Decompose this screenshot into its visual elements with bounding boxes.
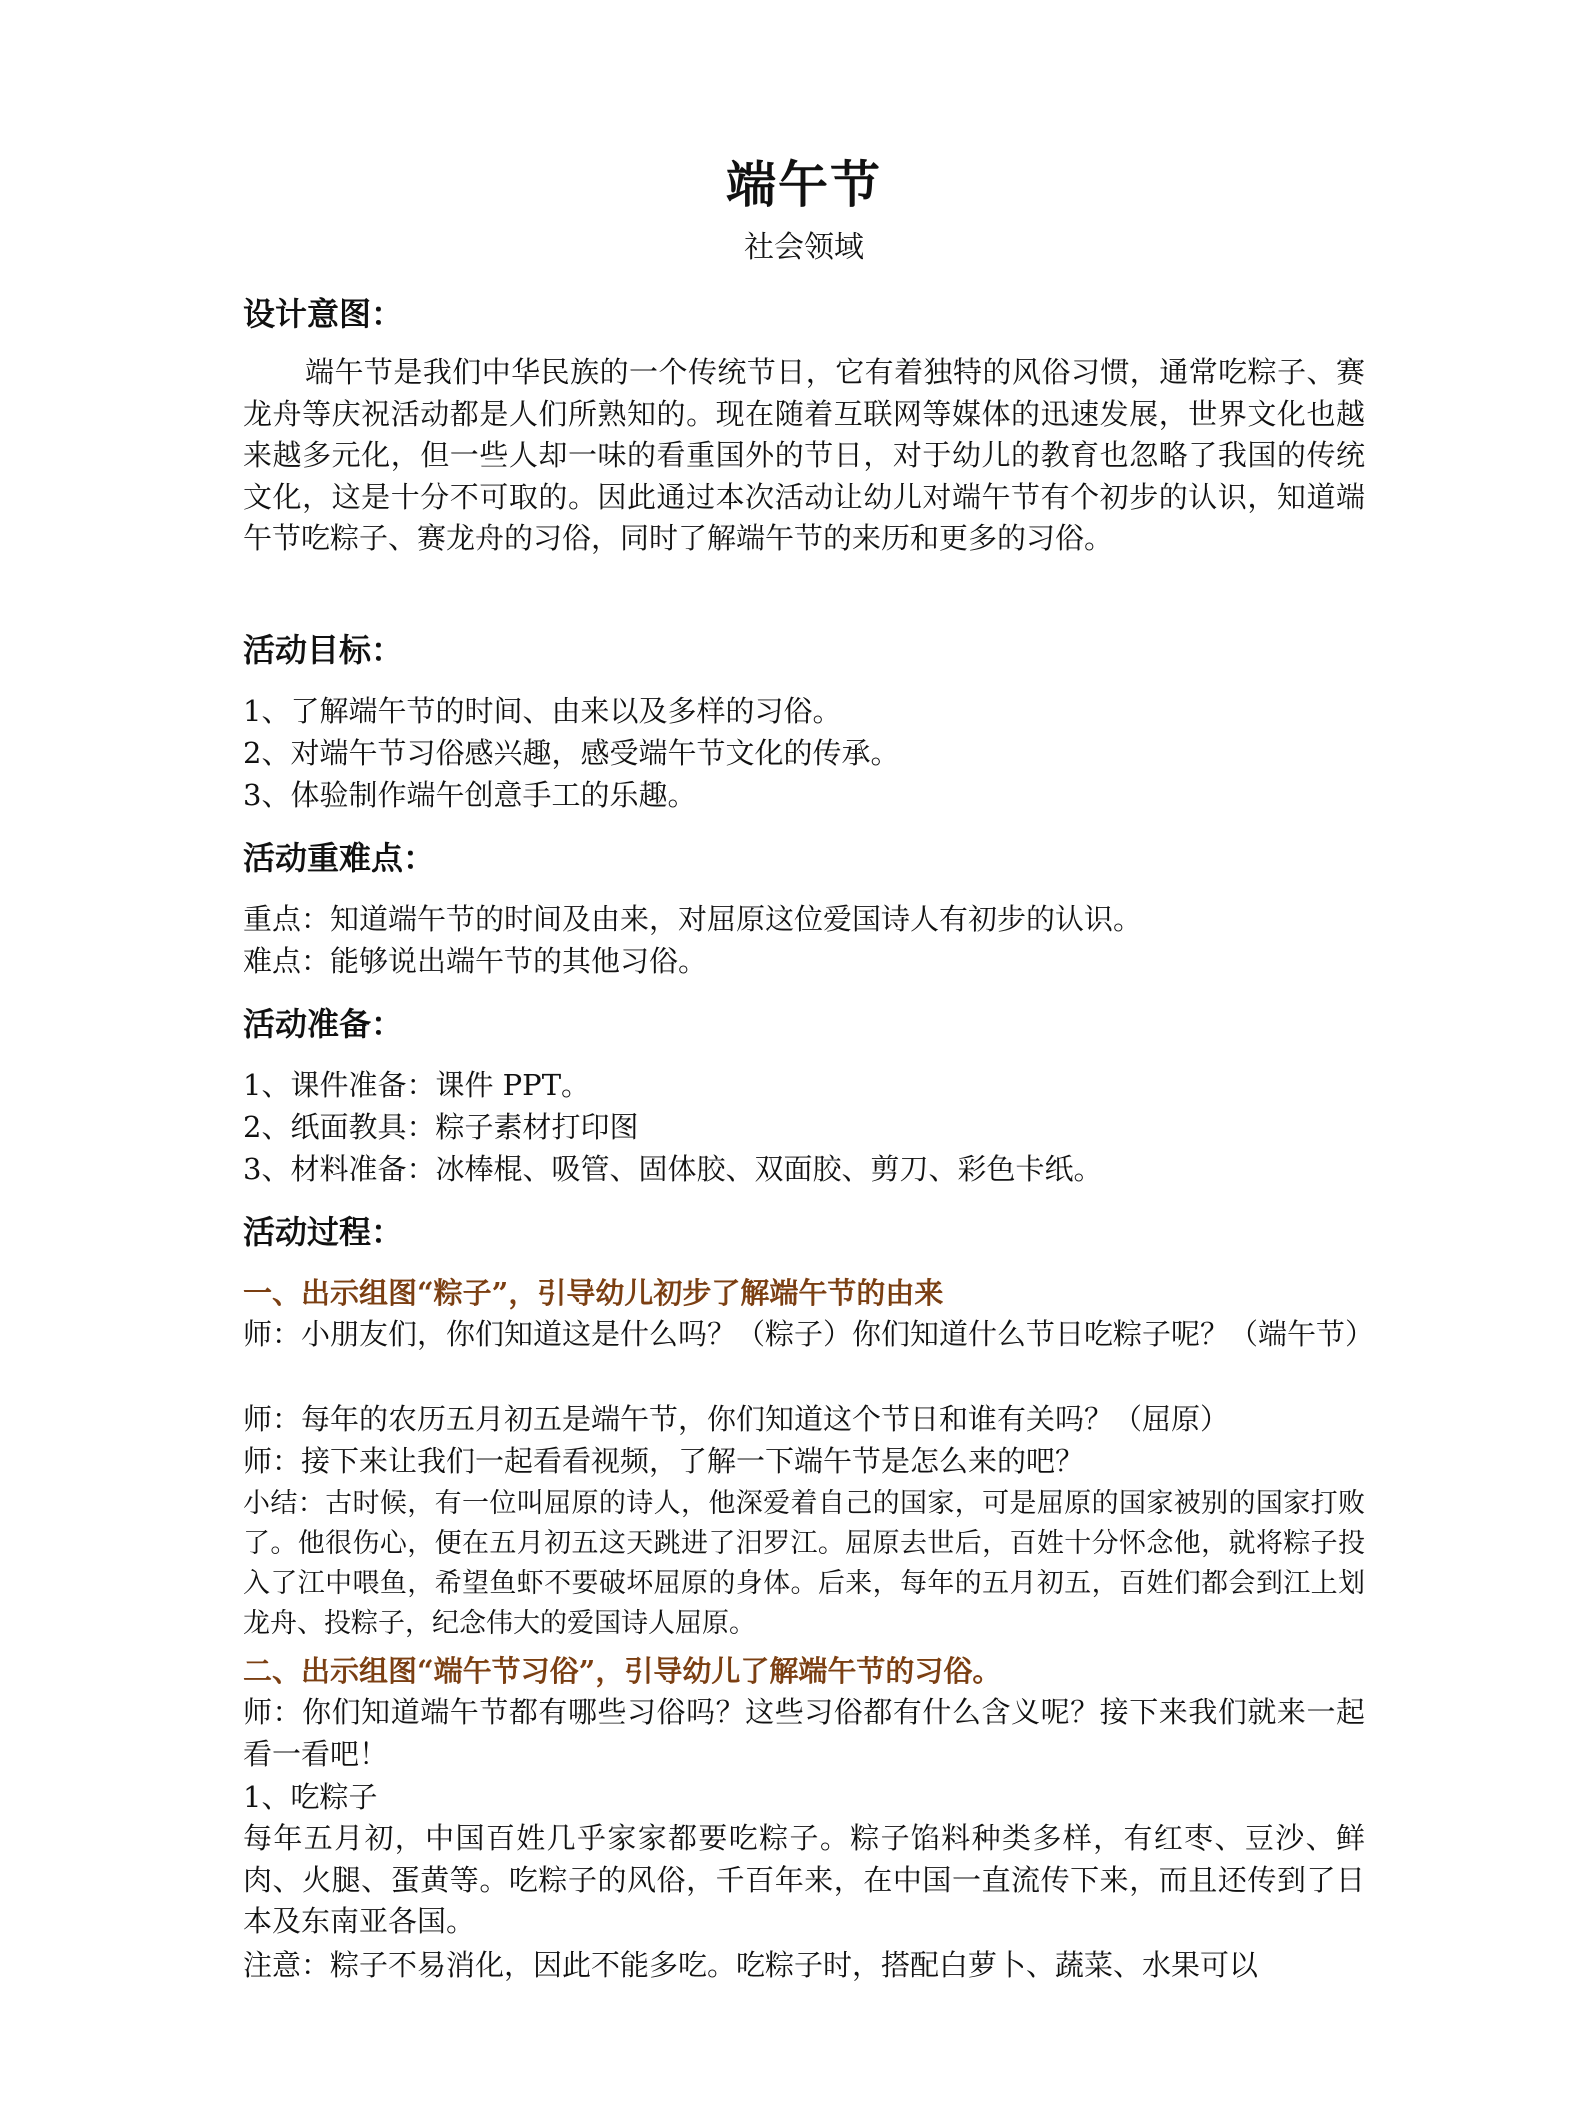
custom1-note: 注意：粽子不易消化，因此不能多吃。吃粽子时，搭配白萝卜、蔬菜、水果可以	[243, 1948, 1259, 1982]
heading-goals: 活动目标：	[243, 631, 404, 669]
process-part1-title: 一、出示组图“粽子”，引导幼儿初步了解端午节的由来	[243, 1276, 944, 1310]
document-subtitle: 社会领域	[744, 230, 864, 265]
document-title: 端午节	[726, 155, 882, 214]
heading-preparation: 活动准备：	[243, 1005, 404, 1043]
preparation-item: 1、课件准备：课件 PPT。	[243, 1068, 591, 1102]
heading-design: 设计意图：	[243, 295, 404, 333]
custom1-title: 1、吃粽子	[243, 1780, 378, 1814]
preparation-item: 2、纸面教具：粽子素材打印图	[243, 1110, 639, 1144]
key-point-item: 重点：知道端午节的时间及由来，对屈原这位爱国诗人有初步的认识。	[243, 902, 1143, 936]
heading-key-points: 活动重难点：	[243, 839, 436, 877]
preparation-item: 3、材料准备：冰棒棍、吸管、固体胶、双面胶、剪刀、彩色卡纸。	[243, 1152, 1103, 1186]
goal-item: 2、对端午节习俗感兴趣，感受端午节文化的传承。	[243, 736, 900, 770]
process-part2-title: 二、出示组图“端午节习俗”，引导幼儿了解端午节的习俗。	[243, 1654, 1002, 1688]
goal-item: 3、体验制作端午创意手工的乐趣。	[243, 778, 697, 812]
goal-item: 1、了解端午节的时间、由来以及多样的习俗。	[243, 694, 842, 728]
design-paragraph: 端午节是我们中华民族的一个传统节日，它有着独特的风俗习惯，通常吃粽子、赛龙舟等庆祝活动都是人们所熟知的。现在随着互联网等媒体的迅速发展，世界文化也越来越多元化，但一些人却一味的看重国外的节日，对于幼儿的教育也忽略了我国的传统文化，这是十分不可取的。因此通过本次活动让幼儿对端午节有个初步的认识，知道端午节吃粽子、赛龙舟的习俗，同时了解端午节的来历和更多的习俗。	[243, 355, 1365, 555]
key-point-item: 难点：能够说出端午节的其他习俗。	[243, 944, 708, 978]
heading-process: 活动过程：	[243, 1213, 404, 1251]
process-part1-summary: 小结：古时候，有一位叫屈原的诗人，他深爱着自己的国家，可是屈原的国家被别的国家打败了。他很伤心，便在五月初五这天跳进了汨罗江。屈原去世后，百姓十分怀念他，就将粽子投入了江中喂鱼，希望鱼虾不要破坏屈原的身体。后来，每年的五月初五，百姓们都会到江上划龙舟、投粽子，纪念伟大的爱国诗人屈原。	[243, 1488, 1365, 1639]
process-part1-q3: 师：接下来让我们一起看看视频，了解一下端午节是怎么来的吧？	[243, 1444, 1085, 1478]
process-part2-q1: 师：你们知道端午节都有哪些习俗吗？这些习俗都有什么含义呢？接下来我们就来一起看一看吧！	[243, 1695, 1365, 1771]
custom1-body: 每年五月初，中国百姓几乎家家都要吃粽子。粽子馅料种类多样，有红枣、豆沙、鲜肉、火腿、蛋黄等。吃粽子的风俗，千百年来，在中国一直流传下来，而且还传到了日本及东南亚各国。	[243, 1821, 1365, 1938]
process-part1-q2: 师：每年的农历五月初五是端午节，你们知道这个节日和谁有关吗？（屈原）	[243, 1402, 1230, 1436]
process-part1-q1: 师：小朋友们，你们知道这是什么吗？（粽子）你们知道什么节日吃粽子呢？（端午节）	[243, 1317, 1375, 1351]
